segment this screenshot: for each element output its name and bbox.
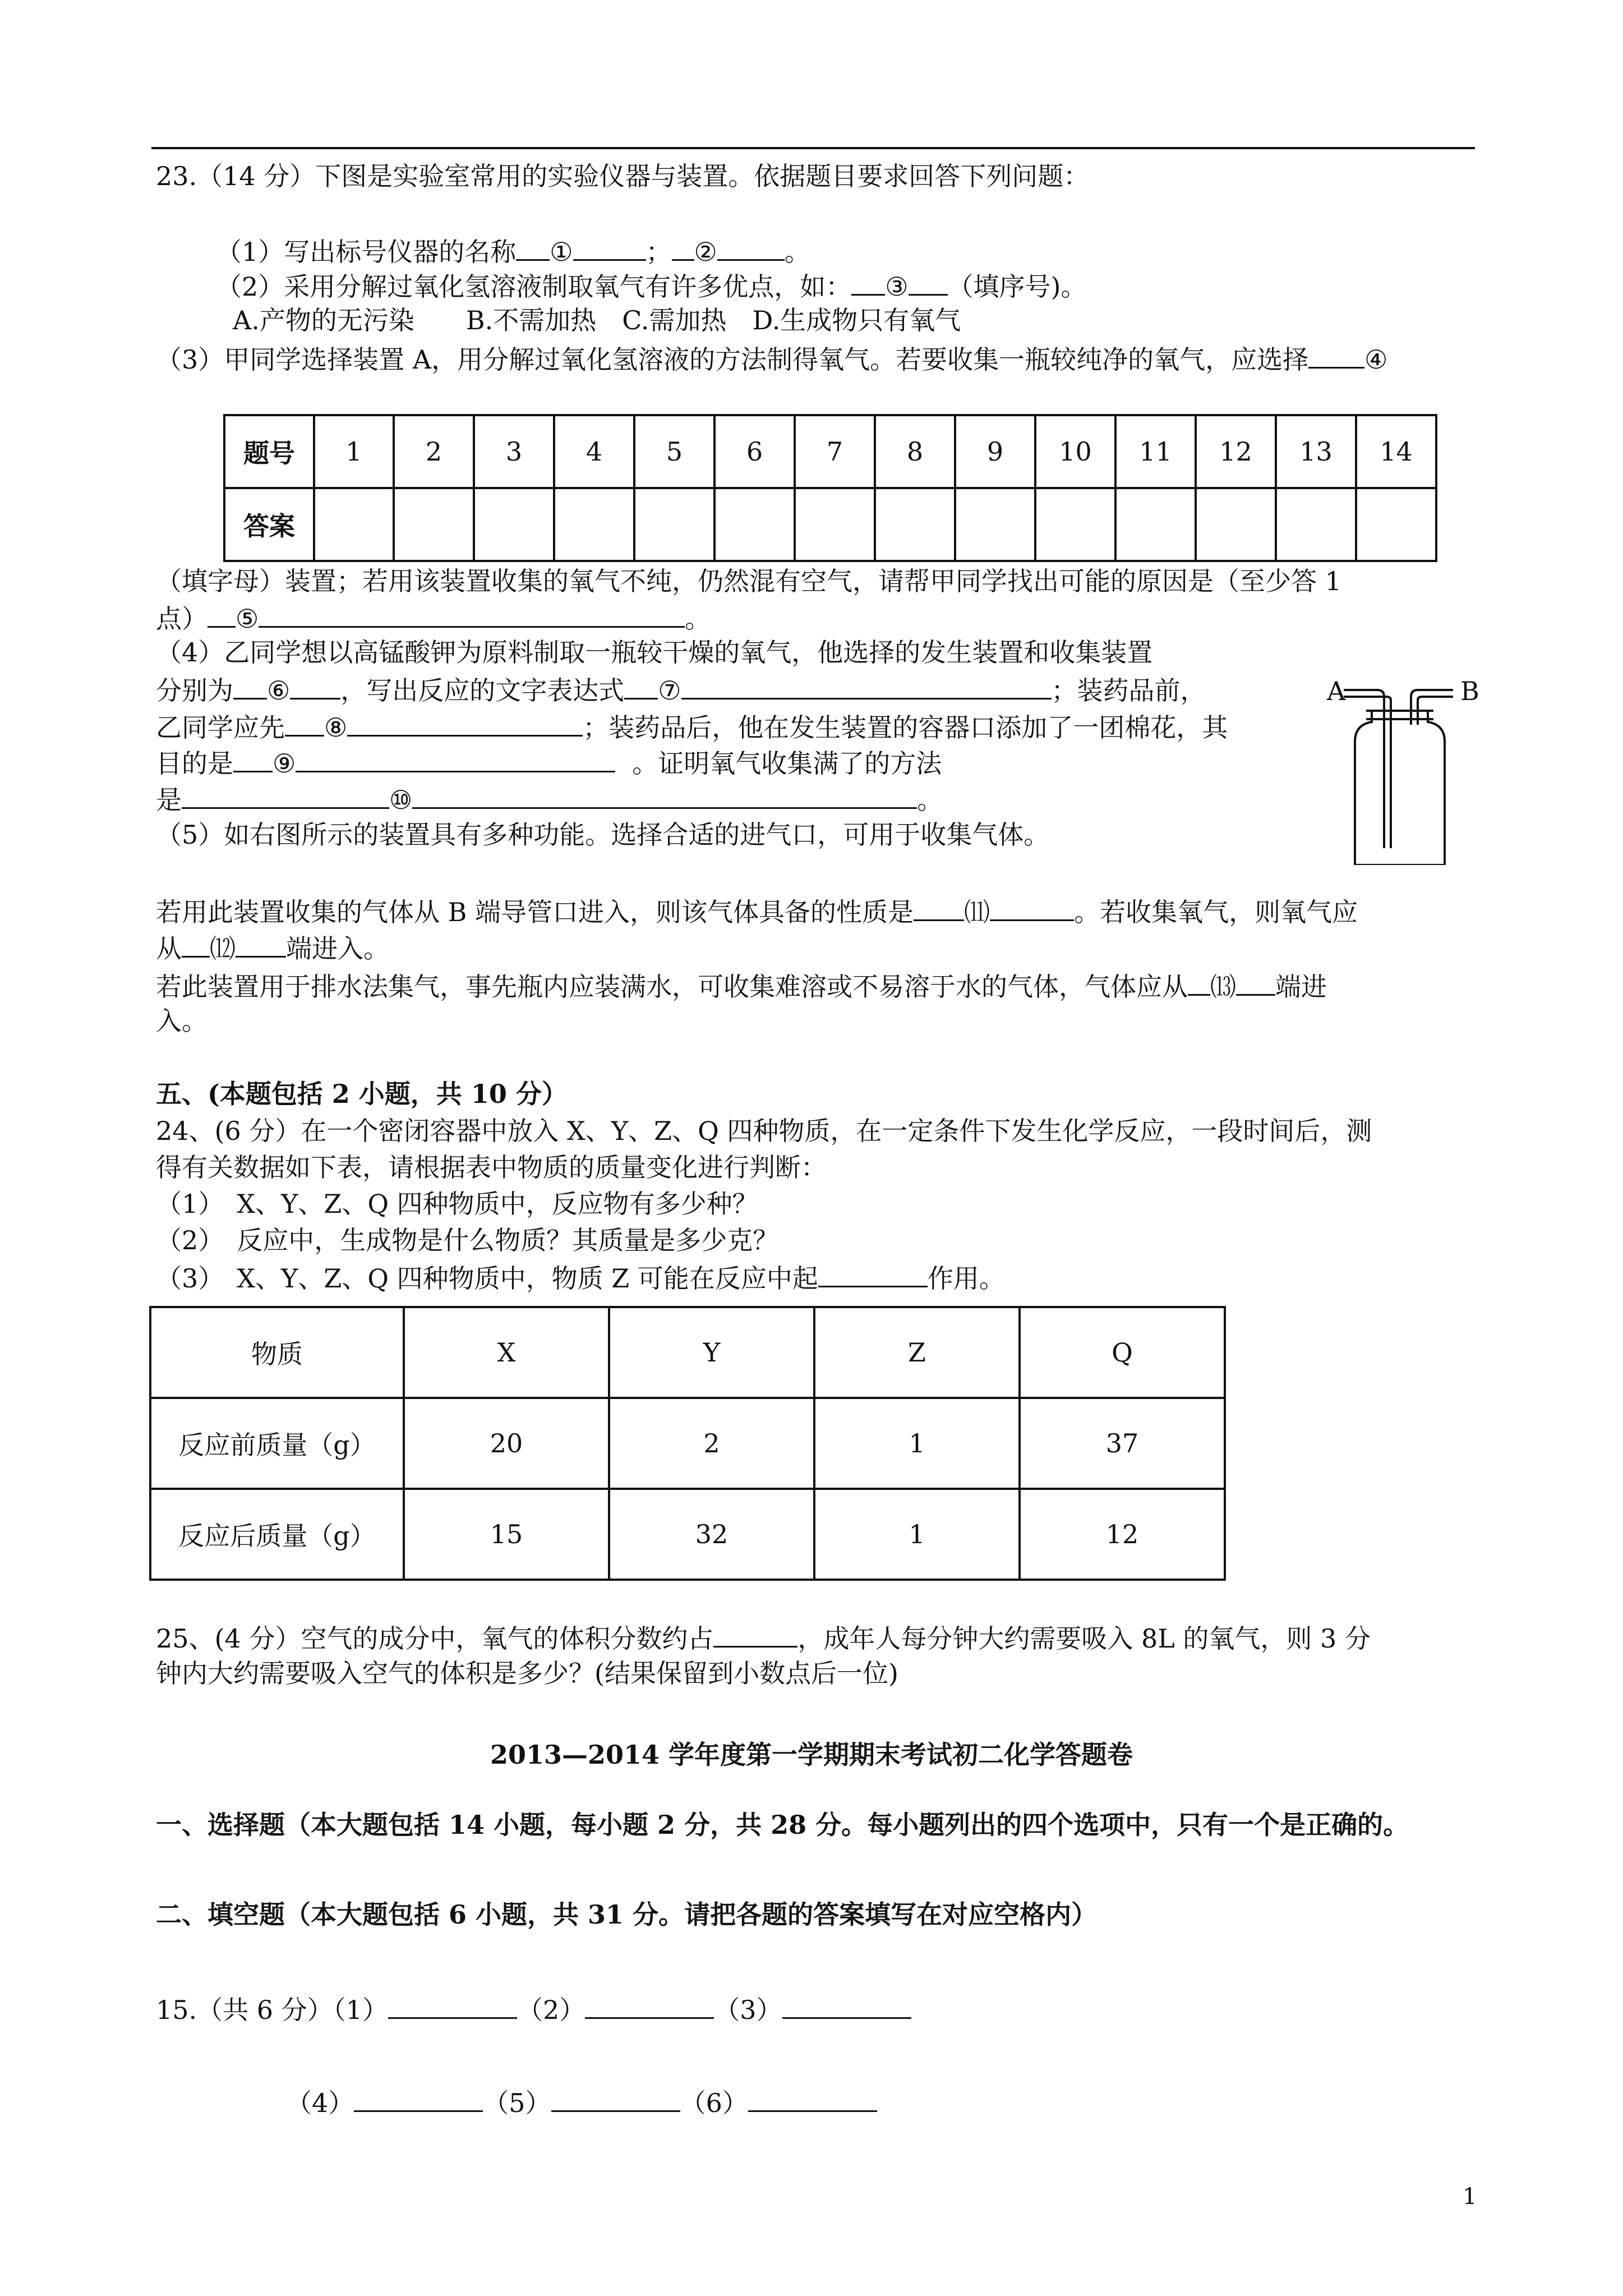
q23-part1	[216, 234, 810, 268]
q23-part3-label: 点）	[156, 604, 208, 634]
text: ，写出反应的文字表达式	[340, 675, 625, 706]
answer-grid-number-row	[224, 415, 1436, 488]
blank-marker-2: ②	[694, 237, 717, 267]
grid-number: 2	[394, 415, 474, 488]
answer-sheet-section-2: 二、填空题（本大题包括 6 小题，共 31 分。请把各题的答案填写在对应空格内）	[156, 1899, 1098, 1930]
grid-number: 3	[474, 415, 554, 488]
q23-part4-line4	[156, 746, 942, 779]
grid-number: 4	[554, 415, 634, 488]
q25-line1	[156, 1621, 1371, 1654]
answer-cell[interactable]	[1035, 488, 1115, 561]
mass-table-cell: 2	[609, 1398, 814, 1489]
blank-marker-5: ⑤	[236, 604, 259, 634]
answer-cell[interactable]	[1196, 488, 1276, 561]
q23-part3-text: （3）甲同学选择装置 A，用分解过氧化氢溶液的方法制得氧气。若要收集一瓶较纯净的氧气，应选择	[156, 344, 1309, 375]
text: ；装药品前，	[1051, 675, 1206, 706]
mass-table-cell: 15	[404, 1489, 609, 1580]
answer-cell[interactable]	[554, 488, 634, 561]
answer-cell[interactable]	[314, 488, 394, 561]
blank-marker-12: ⑿	[210, 933, 236, 964]
q24-heading-cont: 得有关数据如下表，请根据表中物质的质量变化进行判断：	[156, 1152, 827, 1182]
grid-number: 12	[1196, 415, 1276, 488]
answer-blank[interactable]	[551, 2086, 680, 2112]
answer-cell[interactable]	[474, 488, 554, 561]
q23-part5-line4	[156, 969, 1327, 1002]
text: 作用。	[927, 1263, 1005, 1294]
q23-part5-line3	[156, 931, 389, 964]
answer-cell[interactable]	[955, 488, 1035, 561]
grid-number: 1	[314, 415, 394, 488]
q24-item-3	[156, 1261, 1005, 1294]
q15-row-2	[286, 2086, 877, 2119]
answer-cell[interactable]	[634, 488, 714, 561]
q24-item-1: （1） X、Y、Z、Q 四种物质中，反应物有多少种？	[156, 1189, 758, 1219]
answer-blank[interactable]	[354, 2086, 483, 2112]
mass-table-header-cell: Q	[1020, 1307, 1225, 1398]
answer-sheet-section-1: 一、选择题（本大题包括 14 小题，每小题 2 分，共 28 分。每小题列出的四个选项中，只有一个是正确的。	[156, 1810, 1409, 1840]
period: 。	[784, 237, 810, 267]
q24-heading: 24、(6 分）在一个密闭容器中放入 X、Y、Z、Q 四种物质，在一定条件下发生化学反应，一段时间后，测	[156, 1116, 1372, 1146]
text: ；装药品后，他在发生装置的容器口添加了一团棉花，其	[583, 712, 1228, 743]
text: 从	[156, 933, 182, 964]
mass-table-header-cell: Z	[814, 1307, 1020, 1398]
grid-number: 10	[1035, 415, 1115, 488]
text: 端进入。	[286, 933, 389, 964]
blank-marker-6: ⑥	[267, 675, 291, 706]
answer-blank[interactable]	[782, 1993, 911, 2019]
blank-label: （6）	[680, 2088, 748, 2118]
mass-table	[149, 1306, 1226, 1581]
grid-number: 8	[875, 415, 955, 488]
q23-part5-line2	[156, 895, 1358, 928]
q23-part2	[216, 269, 1086, 302]
answer-cell[interactable]	[875, 488, 955, 561]
q23-part2-tail: （填序号)。	[947, 272, 1087, 302]
q23-part4-line5	[156, 783, 943, 816]
answer-blank[interactable]	[585, 1993, 714, 2019]
gas-bottle-figure	[1327, 676, 1479, 865]
grid-number: 14	[1356, 415, 1436, 488]
mass-table-header-cell: Y	[609, 1307, 814, 1398]
text: 乙同学应先	[156, 712, 285, 743]
q23-part1-text: （1）写出标号仪器的名称	[216, 237, 517, 267]
text: 。证明氧气收集满了的方法	[632, 748, 942, 779]
answer-cell[interactable]	[1115, 488, 1196, 561]
q23-part4-line3	[156, 710, 1228, 743]
answer-sheet-title: 2013—2014 学年度第一学期期末考试初二化学答题卷	[490, 1740, 1133, 1770]
text: （3） X、Y、Z、Q 四种物质中，物质 Z 可能在反应中起	[156, 1263, 818, 1294]
q25-line2: 钟内大约需要吸入空气的体积是多少？(结果保留到小数点后一位)	[156, 1658, 898, 1688]
bottle-label-a: A	[1327, 676, 1346, 706]
q23-part5-line5: 入。	[156, 1006, 208, 1036]
page-number: 1	[1463, 2184, 1477, 2210]
q23-part5: （5）如右图所示的装置具有多种功能。选择合适的进气口，可用于收集气体。	[156, 820, 1050, 850]
answer-blank[interactable]	[388, 1993, 517, 2019]
mass-table-cell: 反应后质量（g）	[150, 1489, 404, 1580]
answer-grid-label: 题号	[224, 415, 314, 488]
q23-part2-text: （2）采用分解过氧化氢溶液制取氧气有许多优点，如：	[216, 272, 852, 302]
mass-table-row	[150, 1489, 1225, 1580]
answer-grid-label: 答案	[224, 488, 314, 561]
mass-table-header	[150, 1307, 1225, 1398]
q23-options: A.产物的无污染 B.不需加热 C.需加热 D.生成物只有氧气	[233, 305, 961, 335]
q23-part3	[156, 342, 1387, 375]
grid-number: 5	[634, 415, 714, 488]
mass-table-cell: 1	[814, 1398, 1020, 1489]
q15-row-1	[156, 1993, 911, 2026]
text: 25、(4 分）空气的成分中，氧气的体积分数约占	[156, 1623, 714, 1654]
grid-number: 11	[1115, 415, 1196, 488]
blank-marker-9: ⑨	[273, 748, 296, 779]
text: 是	[156, 785, 182, 815]
grid-number: 13	[1276, 415, 1356, 488]
text: 分别为	[156, 675, 233, 706]
q24-item-2: （2） 反应中，生成物是什么物质？其质量是多少克？	[156, 1225, 779, 1255]
text: 。若收集氧气，则氧气应	[1074, 897, 1358, 927]
q23-part4-line2	[156, 673, 1206, 706]
bottle-label-b: B	[1460, 676, 1479, 706]
blank-label: （3）	[714, 1995, 782, 2025]
text: 目的是	[156, 748, 233, 779]
q15-label: 15.（共 6 分）	[156, 1995, 333, 2025]
mass-table-row	[150, 1398, 1225, 1489]
blank-marker-11: ⑾	[964, 897, 990, 927]
blank-label: （5）	[483, 2088, 551, 2118]
top-rule	[151, 147, 1475, 149]
mass-table-cell: 37	[1020, 1398, 1225, 1489]
mass-table-cell: 20	[404, 1398, 609, 1489]
text: 若用此装置收集的气体从 B 端导管口进入，则该气体具备的性质是	[156, 897, 914, 927]
blank-marker-4: ④	[1364, 344, 1388, 375]
blank-marker-8: ⑧	[324, 712, 348, 743]
mass-table-cell: 反应前质量（g）	[150, 1398, 404, 1489]
gas-bottle-icon	[1332, 680, 1478, 865]
period: 。	[917, 785, 943, 815]
blank-marker-13: ⒀	[1210, 972, 1236, 1002]
grid-number: 6	[714, 415, 795, 488]
q23-heading: 23.（14 分）下图是实验室常用的实验仪器与装置。依据题目要求回答下列问题：	[156, 161, 1090, 191]
q23-part4: （4）乙同学想以高锰酸钾为原料制取一瓶较干燥的氧气，他选择的发生装置和收集装置	[156, 637, 1153, 668]
mass-table-header-cell: X	[404, 1307, 609, 1398]
text: 端进	[1275, 972, 1327, 1002]
mass-table-cell: 1	[814, 1489, 1020, 1580]
blank-label: （4）	[286, 2088, 354, 2118]
sep: ；	[645, 237, 672, 267]
q23-part3-cont: （填字母）装置；若用该装置收集的氧气不纯，仍然混有空气，请帮甲同学找出可能的原因是（至少答 1	[156, 566, 1341, 596]
text: 若此装置用于排水法集气，事先瓶内应装满水，可收集难溶或不易溶于水的气体，气体应从	[156, 972, 1188, 1002]
period: 。	[685, 604, 711, 634]
blank-label: （2）	[517, 1995, 585, 2025]
blank-label: （1）	[333, 1995, 388, 2025]
mass-table-cell: 12	[1020, 1489, 1225, 1580]
mass-table-header-cell: 物质	[150, 1307, 404, 1398]
answer-grid-answer-row	[224, 488, 1436, 561]
grid-number: 7	[795, 415, 875, 488]
blank-marker-7: ⑦	[658, 675, 681, 706]
grid-number: 9	[955, 415, 1035, 488]
answer-cell[interactable]	[1356, 488, 1436, 561]
answer-cell[interactable]	[714, 488, 795, 561]
q23-part3-reason	[156, 601, 711, 634]
section-5-title: 五、(本题包括 2 小题，共 10 分）	[156, 1079, 568, 1109]
answer-cell[interactable]	[394, 488, 474, 561]
text: ，成年人每分钟大约需要吸入 8L 的氧气，则 3 分	[797, 1623, 1371, 1654]
answer-blank[interactable]	[748, 2086, 877, 2112]
answer-cell[interactable]	[1276, 488, 1356, 561]
mass-table-cell: 32	[609, 1489, 814, 1580]
blank-marker-1: ①	[550, 237, 573, 267]
blank-marker-10: ⑩	[389, 785, 413, 815]
answer-cell[interactable]	[795, 488, 875, 561]
blank-marker-3: ③	[885, 272, 909, 302]
answer-grid	[223, 414, 1437, 562]
